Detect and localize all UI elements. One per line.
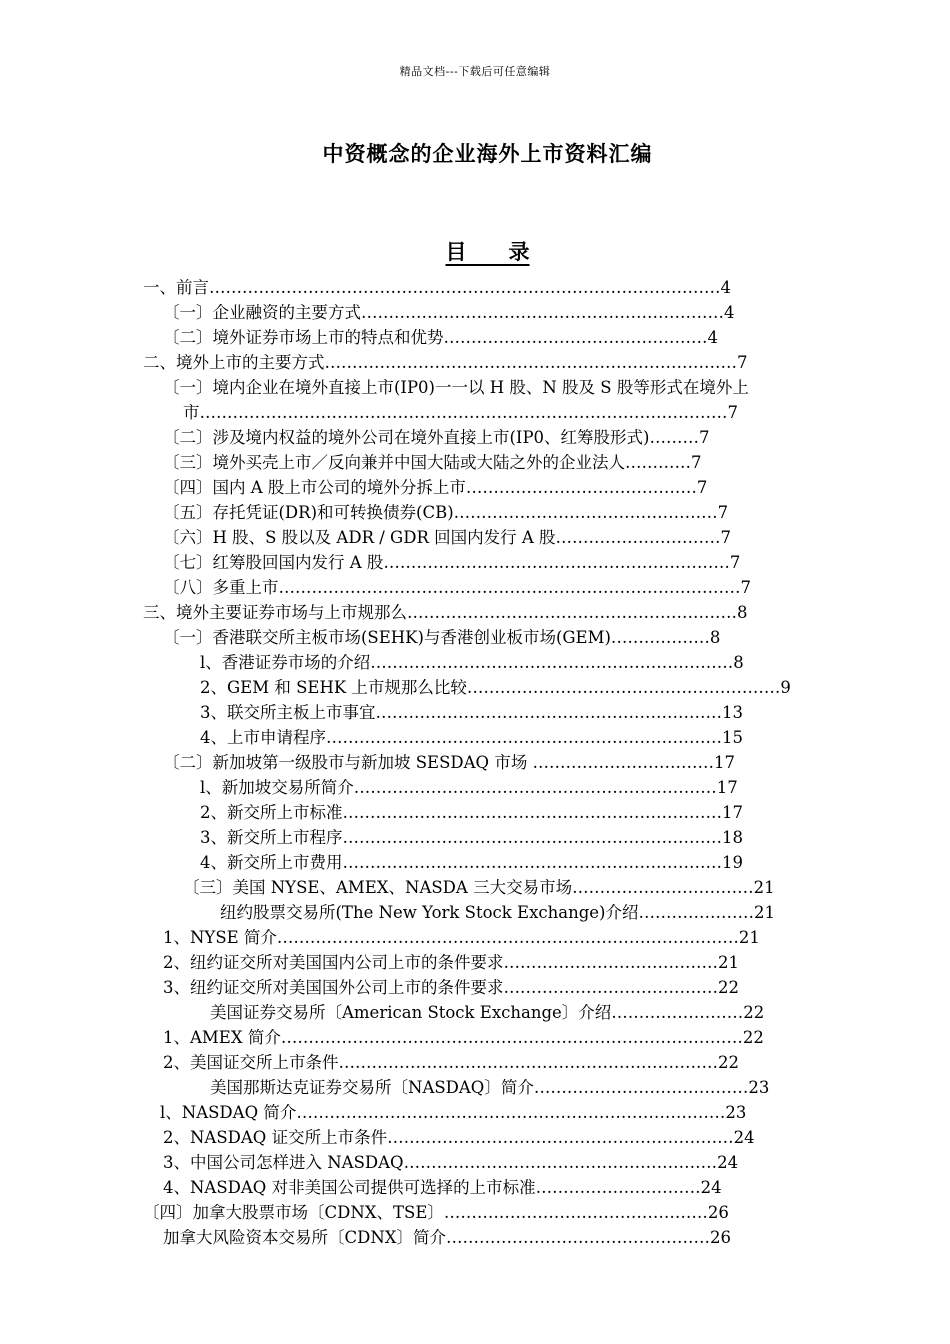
toc-entry[interactable]: 〔二〕涉及境内权益的境外公司在境外直接上市(IP0、红筹股形式)………7 — [163, 428, 710, 447]
toc-entry[interactable]: 1、AMEX 简介…………………………………………………………………………22 — [163, 1028, 764, 1047]
toc-entry[interactable]: 4、NASDAQ 对非美国公司提供可选择的上市标准…………………………24 — [163, 1178, 722, 1197]
page-header: 精品文档---下载后可任意编辑 — [399, 65, 551, 78]
toc-heading-text: 目 录 — [445, 239, 530, 264]
toc-entry[interactable]: 3、联交所主板上市事宜………………………………………………………13 — [200, 703, 743, 722]
toc-entry[interactable]: 美国那斯达克证券交易所〔NASDAQ〕简介…………………………………23 — [210, 1078, 770, 1097]
toc-entry[interactable]: 美国证券交易所〔American Stock Exchange〕介绍……………………22 — [210, 1003, 765, 1022]
toc-entry[interactable]: 二、境外上市的主要方式…………………………………………………………………7 — [143, 353, 748, 372]
toc-entry[interactable]: 〔一〕香港联交所主板市场(SEHK)与香港创业板市场(GEM)………………8 — [163, 628, 721, 647]
toc-entry[interactable]: 纽约股票交易所(The New York Stock Exchange)介绍…………………21 — [220, 903, 775, 922]
toc-entry[interactable]: 4、新交所上市费用……………………………………………………………19 — [200, 853, 743, 872]
toc-entry[interactable]: 2、纽约证交所对美国国内公司上市的条件要求…………………………………21 — [163, 953, 739, 972]
toc-entry[interactable]: 〔二〕新加坡第一级股市与新加坡 SESDAQ 市场 ……………………………17 — [163, 753, 736, 772]
toc-entry[interactable]: 〔三〕美国 NYSE、AMEX、NASDA 三大交易市场……………………………21 — [183, 878, 775, 897]
toc-entry[interactable]: l、新加坡交易所简介…………………………………………………………17 — [200, 778, 738, 797]
toc-entry[interactable]: 〔四〕加拿大股票市场〔CDNX、TSE〕…………………………………………26 — [143, 1203, 729, 1222]
toc-entry[interactable]: l、NASDAQ 简介……………………………………………………………………23 — [160, 1103, 747, 1122]
toc-entry[interactable]: 2、NASDAQ 证交所上市条件………………………………………………………24 — [163, 1128, 755, 1147]
toc-entry[interactable]: 3、新交所上市程序……………………………………………………………18 — [200, 828, 743, 847]
toc-entry[interactable]: 〔七〕红筹股回国内发行 A 股………………………………………………………7 — [163, 553, 741, 572]
toc-entry[interactable]: l、香港证券市场的介绍…………………………………………………………8 — [200, 653, 744, 672]
toc-entry[interactable]: 〔一〕境内企业在境外直接上市(IP0)一一以 H 股、N 股及 S 股等形式在境外上 — [163, 378, 749, 397]
toc-entry[interactable]: 4、上市申请程序………………………………………………………………15 — [200, 728, 743, 747]
toc-entry[interactable]: 〔四〕国内 A 股上市公司的境外分拆上市……………………………………7 — [163, 478, 708, 497]
toc-entry[interactable]: 三、境外主要证券市场与上市规那么……………………………………………………8 — [143, 603, 748, 622]
toc-entry[interactable]: 〔六〕H 股、S 股以及 ADR / GDR 回国内发行 A 股…………………………7 — [163, 528, 732, 547]
toc-entry[interactable]: 3、纽约证交所对美国国外公司上市的条件要求…………………………………22 — [163, 978, 739, 997]
toc-entry[interactable]: 市……………………………………………………………………………………7 — [183, 403, 738, 422]
toc-entry[interactable]: 〔一〕企业融资的主要方式…………………………………………………………4 — [163, 303, 735, 322]
toc-entry[interactable]: 〔五〕存托凭证(DR)和可转换债券(CB)…………………………………………7 — [163, 503, 729, 522]
toc-entry[interactable]: 2、美国证交所上市条件……………………………………………………………22 — [163, 1053, 739, 1072]
toc-entry[interactable]: 〔二〕境外证券市场上市的特点和优势…………………………………………4 — [163, 328, 718, 347]
toc-entry[interactable]: 〔八〕多重上市…………………………………………………………………………7 — [163, 578, 751, 597]
toc-entry[interactable]: 1、NYSE 简介…………………………………………………………………………21 — [163, 928, 760, 947]
toc-entry[interactable]: 2、新交所上市标准……………………………………………………………17 — [200, 803, 743, 822]
document-title: 中资概念的企业海外上市资料汇编 — [322, 141, 653, 166]
toc-heading — [0, 236, 950, 266]
toc-entry[interactable]: 3、中国公司怎样进入 NASDAQ…………………………………………………24 — [163, 1153, 739, 1172]
toc-entry[interactable]: 一、前言…………………………………………………………………………………4 — [143, 278, 731, 297]
toc-entry[interactable]: 加拿大风险资本交易所〔CDNX〕简介…………………………………………26 — [163, 1228, 732, 1247]
toc-entry[interactable]: 〔三〕境外买壳上市／反向兼并中国大陆或大陆之外的企业法人…………7 — [163, 453, 702, 472]
toc-entry[interactable]: 2、GEM 和 SEHK 上市规那么比较…………………………………………………9 — [200, 678, 791, 697]
